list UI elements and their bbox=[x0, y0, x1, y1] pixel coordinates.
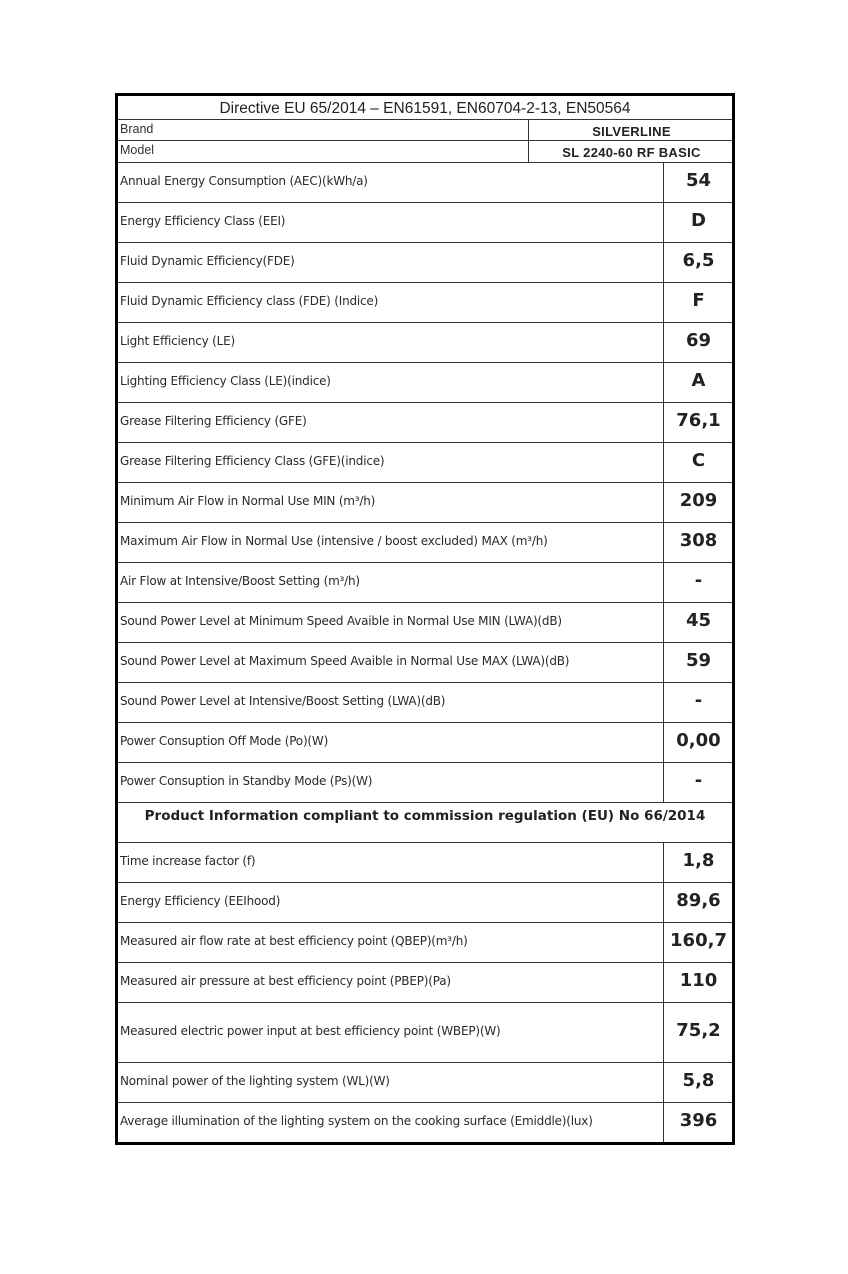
spec-value: 396 bbox=[679, 1110, 718, 1131]
spec-label: Grease Filtering Efficiency Class (GFE)(indice) bbox=[120, 454, 385, 468]
spec-label: Nominal power of the lighting system (WL)(W) bbox=[120, 1074, 390, 1088]
divider bbox=[118, 1102, 732, 1103]
divider bbox=[118, 762, 732, 763]
divider bbox=[118, 922, 732, 923]
divider bbox=[118, 802, 732, 803]
spec-label: Average illumination of the lighting system on the cooking surface (Emiddle)(lux) bbox=[120, 1114, 593, 1128]
spec-label: Lighting Efficiency Class (LE)(indice) bbox=[120, 374, 331, 388]
spec-label: Sound Power Level at Minimum Speed Avaible in Normal Use MIN (LWA)(dB) bbox=[120, 614, 562, 628]
spec-value: 160,7 bbox=[670, 930, 727, 951]
directive-title: Directive EU 65/2014 – EN61591, EN60704-2-13, EN50564 bbox=[219, 100, 631, 117]
divider bbox=[118, 1062, 732, 1063]
spec-label: Sound Power Level at Intensive/Boost Setting (LWA)(dB) bbox=[120, 694, 446, 708]
spec-value: 89,6 bbox=[676, 890, 721, 911]
divider bbox=[663, 842, 664, 1142]
spec-label: Time increase factor (f) bbox=[120, 854, 256, 868]
spec-label: Energy Efficiency (EEIhood) bbox=[120, 894, 281, 908]
spec-value: 0,00 bbox=[676, 730, 721, 751]
spec-value: - bbox=[694, 570, 703, 591]
spec-value: 209 bbox=[679, 490, 718, 511]
spec-value: 69 bbox=[685, 330, 712, 351]
spec-value: - bbox=[694, 770, 703, 791]
spec-label: Fluid Dynamic Efficiency class (FDE) (Indice) bbox=[120, 294, 379, 308]
spec-value: - bbox=[694, 690, 703, 711]
spec-label: Light Efficiency (LE) bbox=[120, 334, 235, 348]
divider bbox=[118, 602, 732, 603]
divider bbox=[118, 962, 732, 963]
spec-label: Fluid Dynamic Efficiency(FDE) bbox=[120, 254, 295, 268]
section-title: Product Information compliant to commission regulation (EU) No 66/2014 bbox=[144, 808, 706, 824]
divider bbox=[118, 642, 732, 643]
spec-label: Annual Energy Consumption (AEC)(kWh/a) bbox=[120, 174, 368, 188]
spec-label: Measured electric power input at best efficiency point (WBEP)(W) bbox=[120, 1024, 501, 1038]
spec-label: Power Consuption Off Mode (Po)(W) bbox=[120, 734, 329, 748]
spec-value: 45 bbox=[685, 610, 712, 631]
divider bbox=[118, 322, 732, 323]
spec-label: Maximum Air Flow in Normal Use (intensive / boost excluded) MAX (m³/h) bbox=[120, 534, 548, 548]
brand-value: SILVERLINE bbox=[592, 124, 671, 139]
spec-value: 75,2 bbox=[676, 1020, 721, 1041]
divider bbox=[118, 1002, 732, 1003]
spec-value: 76,1 bbox=[676, 410, 721, 431]
divider bbox=[118, 242, 732, 243]
spec-label: Air Flow at Intensive/Boost Setting (m³/h) bbox=[120, 574, 360, 588]
divider bbox=[528, 119, 529, 162]
spec-label: Minimum Air Flow in Normal Use MIN (m³/h) bbox=[120, 494, 376, 508]
model-label: Model bbox=[120, 143, 155, 157]
divider bbox=[118, 842, 732, 843]
divider bbox=[118, 882, 732, 883]
divider bbox=[118, 482, 732, 483]
spec-label: Grease Filtering Efficiency (GFE) bbox=[120, 414, 307, 428]
spec-value: 59 bbox=[685, 650, 712, 671]
model-value: SL 2240-60 RF BASIC bbox=[562, 145, 701, 160]
divider bbox=[118, 282, 732, 283]
spec-value: 5,8 bbox=[682, 1070, 715, 1091]
spec-value: 308 bbox=[679, 530, 718, 551]
spec-value: 110 bbox=[679, 970, 718, 991]
spec-label: Power Consuption in Standby Mode (Ps)(W) bbox=[120, 774, 373, 788]
spec-label: Measured air flow rate at best efficiency point (QBEP)(m³/h) bbox=[120, 934, 468, 948]
divider bbox=[118, 442, 732, 443]
spec-value: F bbox=[692, 290, 705, 311]
divider bbox=[663, 162, 664, 802]
divider bbox=[118, 682, 732, 683]
divider bbox=[118, 362, 732, 363]
divider bbox=[118, 140, 732, 141]
divider bbox=[118, 722, 732, 723]
spec-value: D bbox=[691, 210, 706, 231]
spec-value: C bbox=[691, 450, 706, 471]
divider bbox=[118, 202, 732, 203]
spec-value: 1,8 bbox=[682, 850, 715, 871]
spec-value: A bbox=[691, 370, 706, 391]
divider bbox=[118, 562, 732, 563]
divider bbox=[118, 402, 732, 403]
energy-label-sheet bbox=[115, 93, 735, 1145]
divider bbox=[118, 119, 732, 120]
spec-value: 6,5 bbox=[682, 250, 715, 271]
divider bbox=[118, 522, 732, 523]
brand-label: Brand bbox=[120, 122, 154, 136]
spec-value: 54 bbox=[685, 170, 712, 191]
divider bbox=[118, 162, 732, 163]
spec-label: Sound Power Level at Maximum Speed Avaible in Normal Use MAX (LWA)(dB) bbox=[120, 654, 570, 668]
spec-label: Energy Efficiency Class (EEI) bbox=[120, 214, 286, 228]
spec-label: Measured air pressure at best efficiency point (PBEP)(Pa) bbox=[120, 974, 451, 988]
